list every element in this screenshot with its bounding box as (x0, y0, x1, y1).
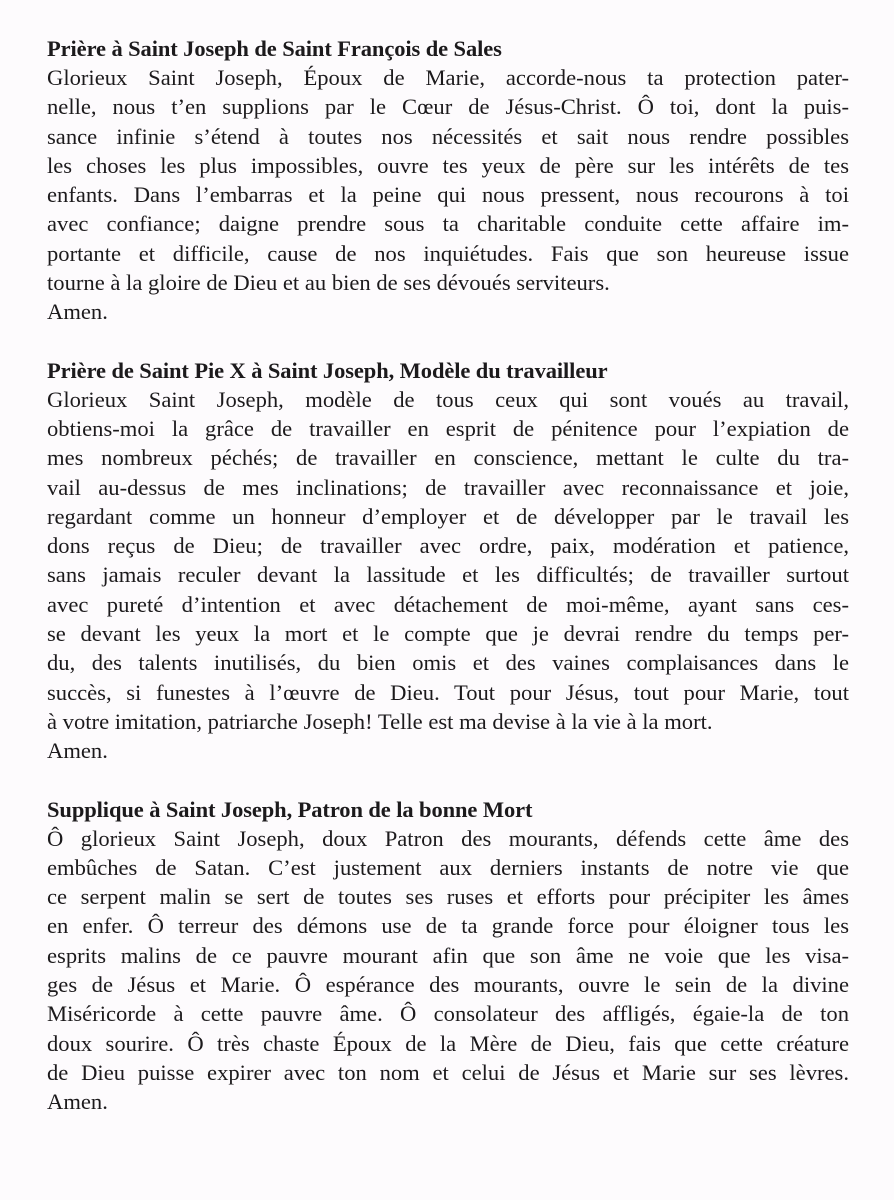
text-line: dons reçus de Dieu; de travailler avec ordre, paix, modération et patience, (47, 533, 849, 559)
section-title: Supplique à Saint Joseph, Patron de la bonne Mort (47, 796, 533, 822)
text-line: Ô glorieux Saint Joseph, doux Patron des mourants, défends cette âme des (47, 825, 849, 851)
text-line: embûches de Satan. C’est justement aux derniers instants de notre vie que (47, 854, 849, 880)
prayer-section-francois-de-sales (47, 34, 849, 327)
text-line: nelle, nous t’en supplions par le Cœur de Jésus-Christ. Ô toi, dont la puis- (47, 94, 849, 120)
prayer-body (47, 385, 849, 766)
section-title: Prière de Saint Pie X à Saint Joseph, Modèle du travailleur (47, 357, 608, 383)
text-line: sans jamais reculer devant la lassitude et les difficultés; de travailler surtout (47, 562, 849, 588)
text-line: doux sourire. Ô très chaste Époux de la Mère de Dieu, fais que cette créature (47, 1030, 849, 1056)
text-line: à votre imitation, patriarche Joseph! Telle est ma devise à la vie à la mort. (47, 708, 713, 734)
amen-closing: Amen. (47, 738, 108, 764)
text-line: succès, si funestes à l’œuvre de Dieu. Tout pour Jésus, tout pour Marie, tout (47, 679, 849, 705)
amen-closing: Amen. (47, 1089, 108, 1115)
text-line: mes nombreux péchés; de travailler en conscience, mettant le culte du tra- (47, 445, 849, 471)
text-line: obtiens-moi la grâce de travailler en esprit de pénitence pour l’expiation de (47, 415, 849, 441)
text-line: de Dieu puisse expirer avec ton nom et celui de Jésus et Marie sur ses lèvres. (47, 1059, 849, 1085)
text-line: en enfer. Ô terreur des démons use de ta grande force pour éloigner tous les (47, 913, 849, 939)
text-line: enfants. Dans l’embarras et la peine qui nous pressent, nous recourons à toi (47, 182, 849, 208)
document-page (47, 34, 849, 1146)
text-line: Glorieux Saint Joseph, modèle de tous ceux qui sont voués au travail, (47, 386, 849, 412)
text-line: Glorieux Saint Joseph, Époux de Marie, accorde-nous ta protection pater- (47, 65, 849, 90)
text-line: avec confiance; daigne prendre sous ta charitable conduite cette affaire im- (47, 211, 849, 237)
text-line: vail au-dessus de mes inclinations; de travailler avec reconnaissance et joie, (47, 474, 849, 500)
text-line: regardant comme un honneur d’employer et de développer par le travail les (47, 503, 849, 529)
text-line: portante et difficile, cause de nos inquiétudes. Fais que son heureuse issue (47, 240, 849, 266)
text-line: Miséricorde à cette pauvre âme. Ô consolateur des affligés, égaie-la de ton (47, 1001, 849, 1027)
text-line: se devant les yeux la mort et le compte que je devrai rendre du temps per- (47, 621, 849, 647)
prayer-section-pie-x (47, 356, 849, 766)
text-line: ges de Jésus et Marie. Ô espérance des mourants, ouvre le sein de la divine (47, 972, 849, 998)
text-line: ce serpent malin se sert de toutes ses ruses et efforts pour précipiter les âmes (47, 884, 849, 910)
text-line: les choses les plus impossibles, ouvre tes yeux de père sur les intérêts de tes (47, 152, 849, 178)
amen-closing: Amen. (47, 299, 108, 325)
prayer-body (47, 63, 849, 327)
text-line: du, des talents inutilisés, du bien omis et des vaines complaisances dans le (47, 650, 849, 676)
prayer-section-bonne-mort (47, 795, 849, 1117)
text-line: esprits malins de ce pauvre mourant afin que son âme ne voie que les visa- (47, 942, 849, 968)
text-line: avec pureté d’intention et avec détachement de moi-même, ayant sans ces- (47, 591, 849, 617)
text-line: tourne à la gloire de Dieu et au bien de ses dévoués serviteurs. (47, 270, 610, 296)
text-line: sance infinie s’étend à toutes nos nécessités et sait nous rendre possibles (47, 123, 849, 149)
prayer-body (47, 824, 849, 1117)
section-title: Prière à Saint Joseph de Saint François de Sales (47, 36, 502, 61)
